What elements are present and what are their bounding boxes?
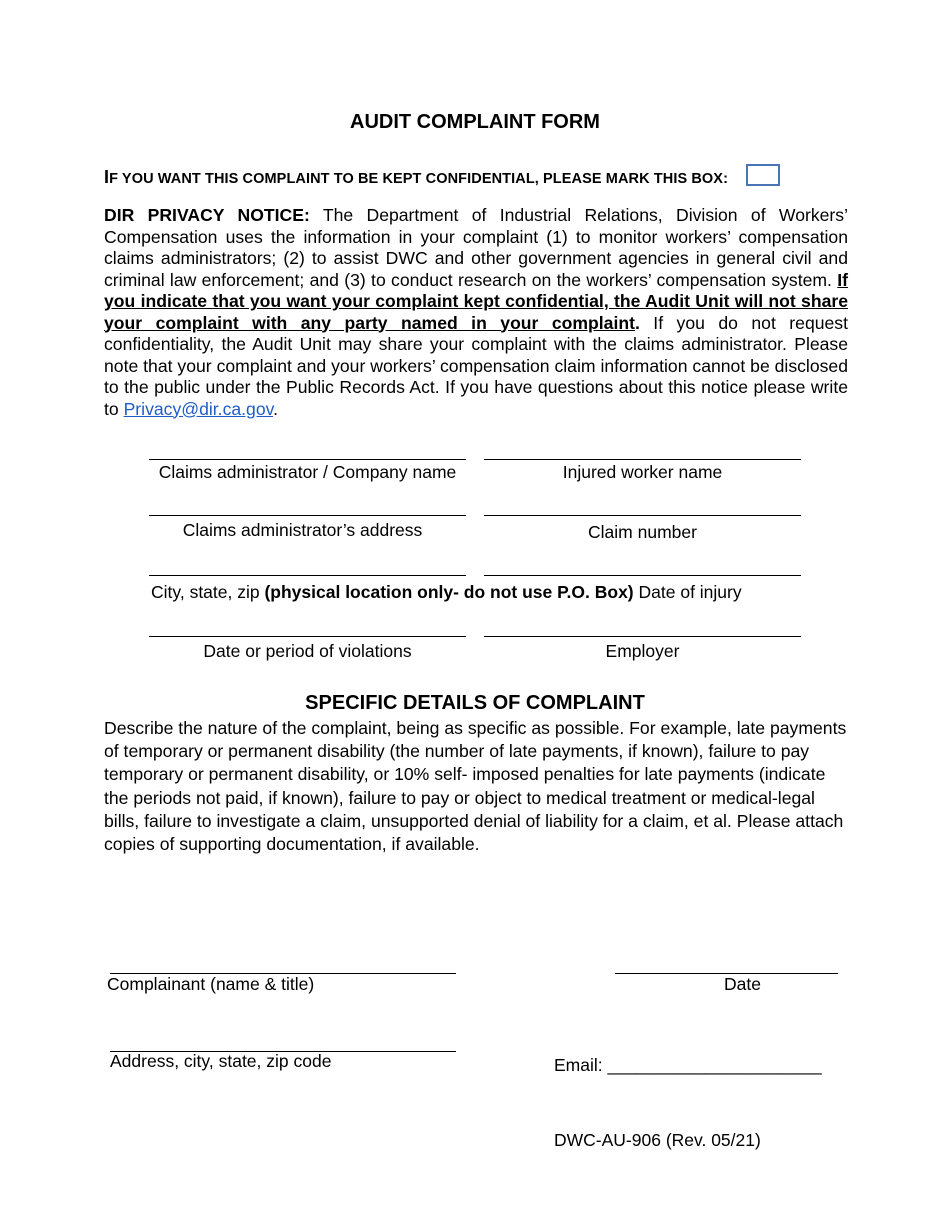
claims-admin-address-line[interactable]	[149, 515, 466, 516]
claims-admin-company-label: Claims administrator / Company name	[158, 462, 457, 482]
city-state-zip-label: City, state, zip	[151, 582, 265, 602]
form-title: AUDIT COMPLAINT FORM	[350, 111, 600, 133]
date-label: Date	[724, 974, 761, 994]
confidential-first-letter: I	[104, 167, 110, 187]
details-title: SPECIFIC DETAILS OF COMPLAINT	[305, 692, 645, 714]
date-violations-line[interactable]	[149, 636, 466, 637]
employer-label: Employer	[605, 641, 680, 661]
complainant-label: Complainant (name & title)	[107, 974, 315, 994]
confidential-text: F YOU WANT THIS COMPLAINT TO BE KEPT CONFIDENTIAL, PLEASE MARK THIS BOX:	[109, 171, 729, 187]
date-of-injury-label: Date of injury	[633, 582, 742, 602]
claim-number-line[interactable]	[484, 515, 801, 516]
privacy-notice	[104, 205, 848, 420]
confidential-checkbox[interactable]	[746, 164, 780, 186]
email-field[interactable]: Email: ______________________	[554, 1055, 822, 1075]
claims-admin-company-line[interactable]	[149, 459, 466, 460]
privacy-heading: DIR PRIVACY NOTICE:	[104, 205, 310, 225]
city-state-zip-row	[151, 582, 742, 603]
details-instructions: Describe the nature of the complaint, being as specific as possible. For example, late payments of temporary or permanent disability (the number of late payments, if known), failure to pay temporary or permanent disability, or 10% self- imposed penalties for late payments (indicate the periods not paid, if known), failure to pay or object to medical treatment or medical-legal bills, failure to investigate a claim, unsupported denial of liability for a claim, et al. Please attach copies of supporting documentation, if available.	[104, 718, 847, 855]
privacy-text-2: If you do not request confidentiality, the Audit Unit may share your complaint with the claims administrator. Please note that your complaint and your workers’ compensation claim information cannot be disclosed to the public under the Public Records Act. If you have questions about this notice please write to	[104, 312, 848, 419]
injured-worker-label: Injured worker name	[562, 462, 723, 482]
form-number: DWC-AU-906 (Rev. 05/21)	[554, 1130, 761, 1150]
privacy-text-1: The Department of Industrial Relations, Division of Workers’ Compensation uses the information in your complaint (1) to monitor workers’ compensation claims administrators; (2) to assist DWC and other government agencies in general civil and criminal law enforcement; and (3) to conduct research on the workers’ compensation system.	[104, 205, 848, 290]
date-of-injury-line[interactable]	[484, 575, 801, 576]
claims-admin-address-label: Claims administrator’s address	[182, 520, 423, 540]
date-violations-label: Date or period of violations	[203, 641, 412, 661]
employer-line[interactable]	[484, 636, 801, 637]
address-label: Address, city, state, zip code	[110, 1051, 332, 1071]
confidential-instruction	[104, 167, 728, 188]
privacy-confidential-statement: If you indicate that you want your complaint kept confidential, the Audit Unit will not share your complaint with any party named in your complaint	[104, 269, 848, 333]
po-box-note: (physical location only- do not use P.O. Box)	[264, 582, 634, 602]
claim-number-label: Claim number	[588, 522, 697, 542]
privacy-email-link[interactable]: Privacy@dir.ca.gov	[123, 398, 274, 419]
privacy-end: .	[273, 398, 278, 419]
city-state-zip-line[interactable]	[149, 575, 466, 576]
privacy-period: .	[634, 312, 640, 333]
injured-worker-line[interactable]	[484, 459, 801, 460]
